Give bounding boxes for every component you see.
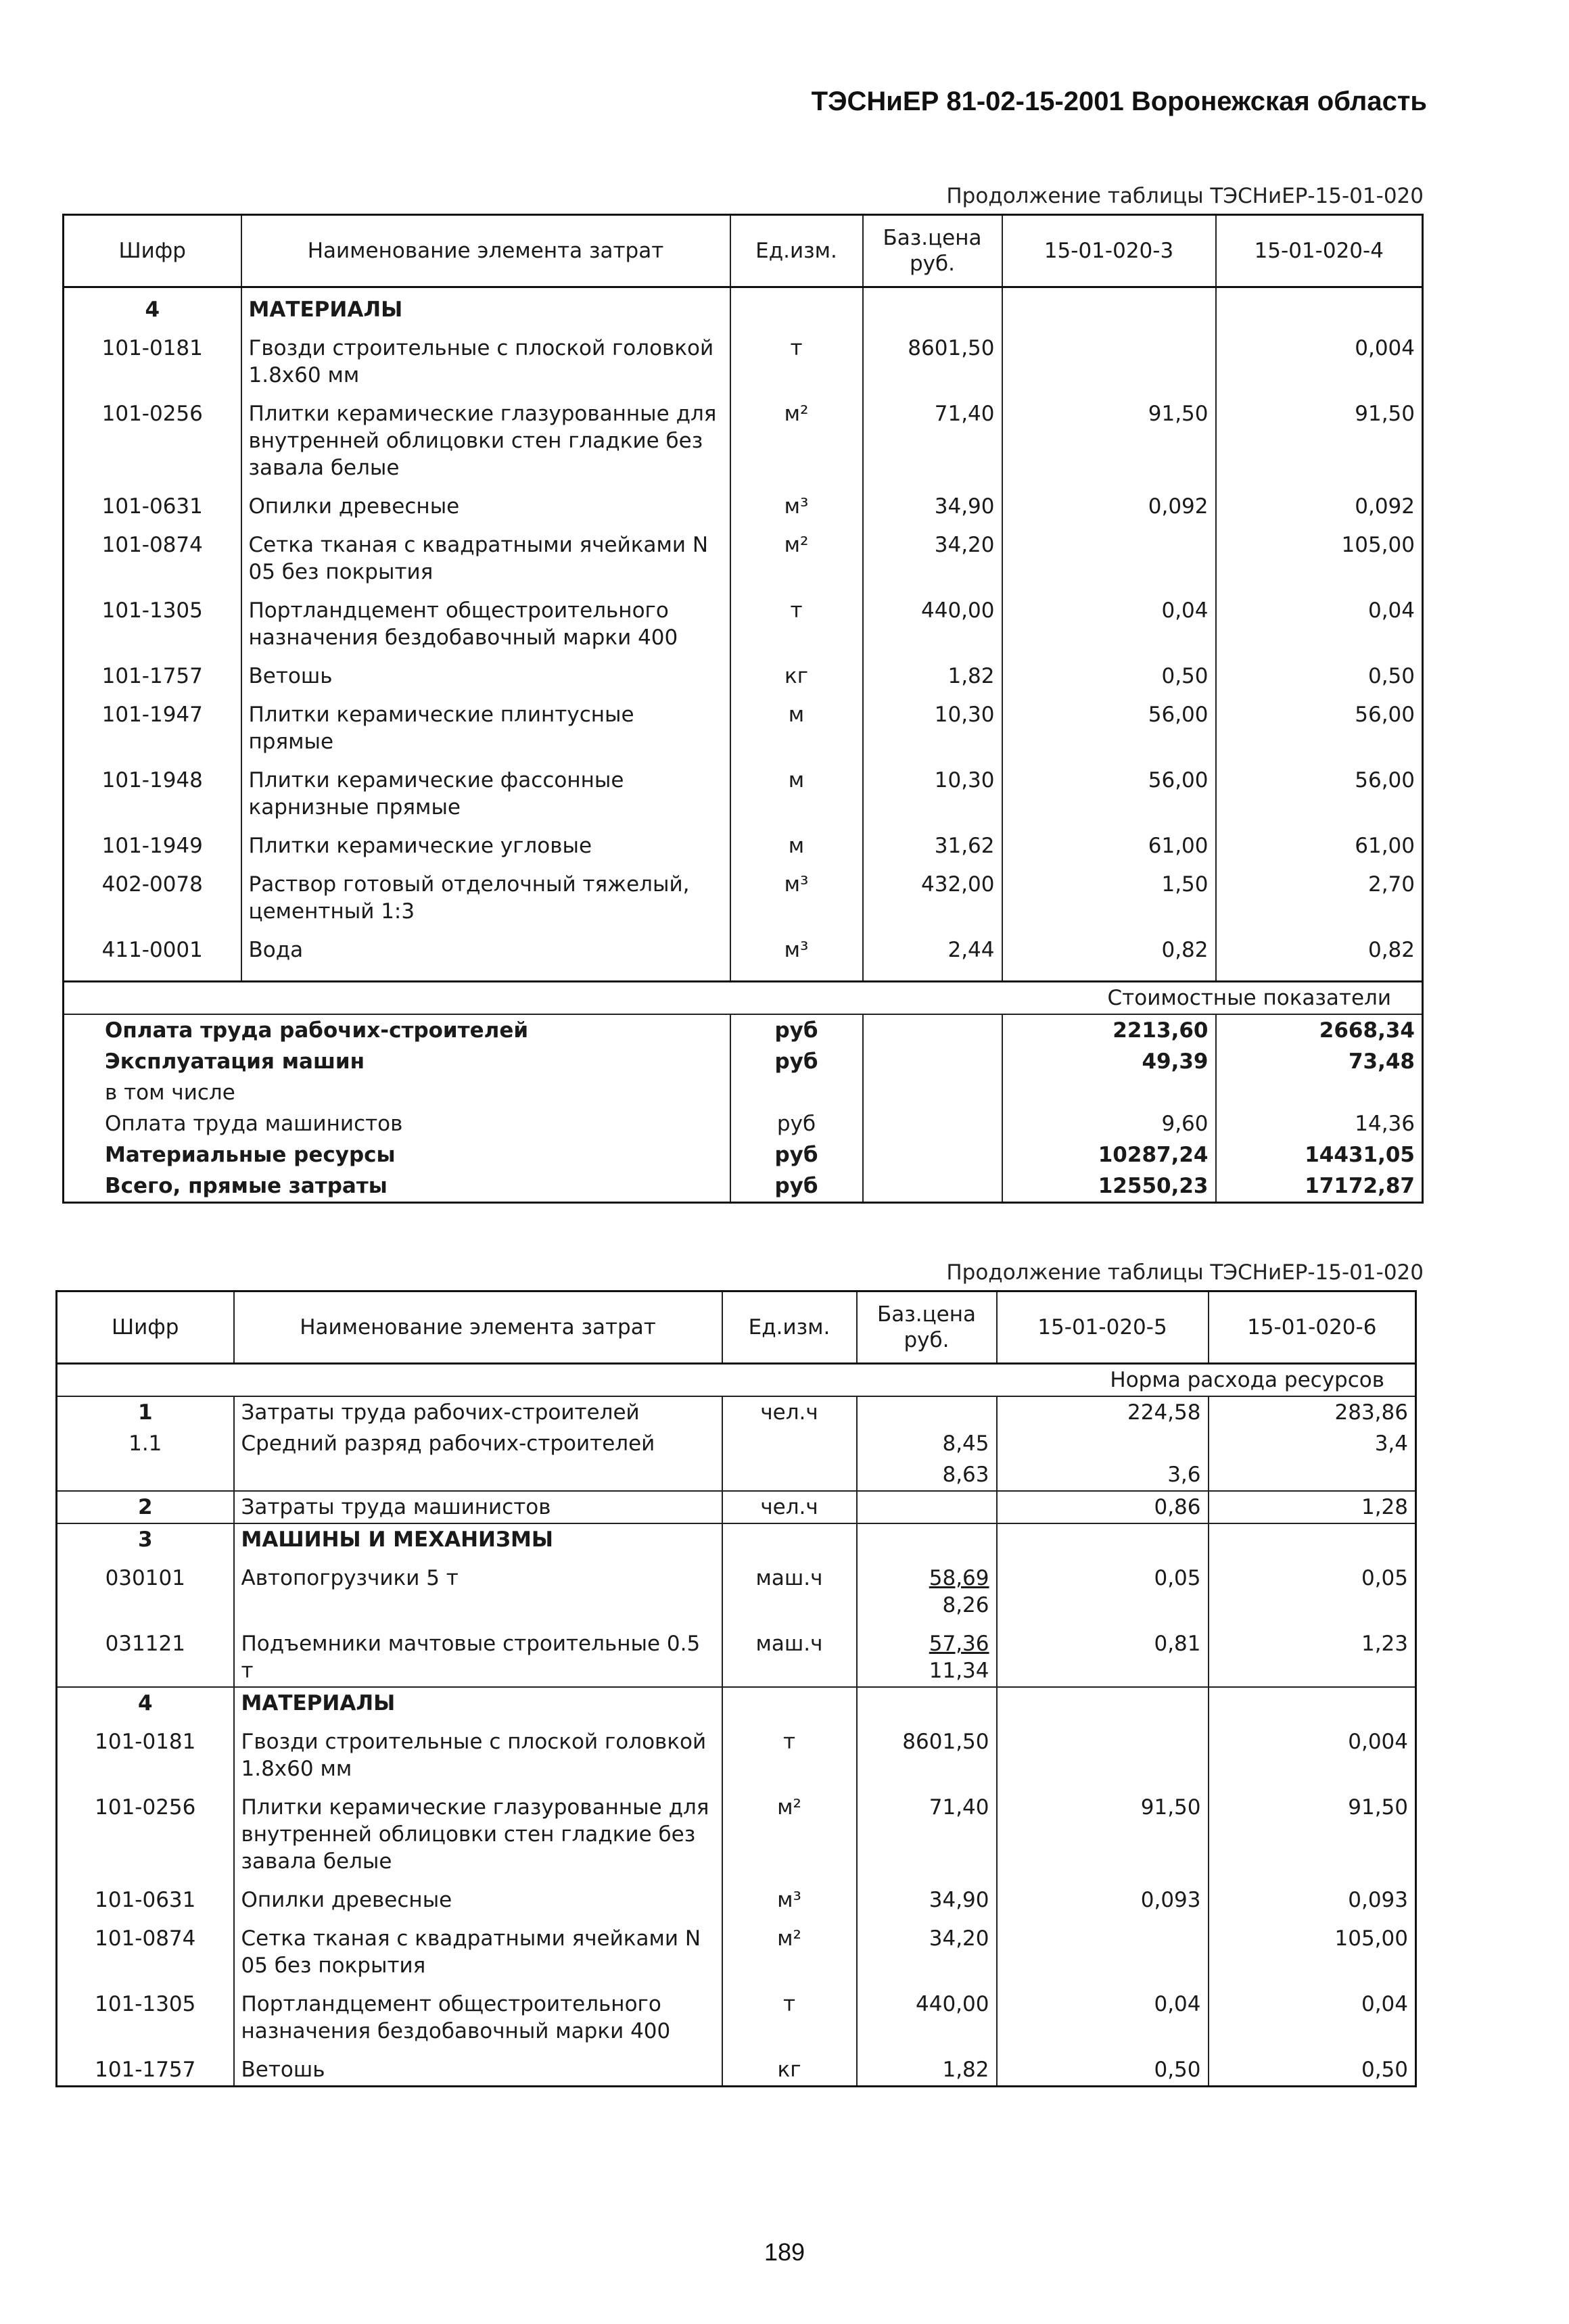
summary-value	[1216, 1077, 1423, 1108]
cell-value: 56,00	[1216, 692, 1423, 757]
cell-name: Сетка тканая с квадратными ячейками N 05 без покрытия	[241, 522, 730, 588]
table-row	[57, 1784, 1416, 1877]
cell-value: 0,092	[1002, 483, 1216, 522]
machine-row	[57, 1555, 1416, 1621]
summary-row	[64, 1170, 1423, 1203]
page-number: 189	[764, 2238, 805, 2266]
spacer-cell	[64, 966, 241, 982]
machine-price: 57,36	[929, 1632, 989, 1656]
cell-unit: кг	[722, 2047, 857, 2087]
cell-unit	[722, 1459, 857, 1491]
cell-code: 101-0874	[64, 522, 241, 588]
cell-value: 0,05	[997, 1555, 1209, 1621]
summary-value: 14,36	[1216, 1108, 1423, 1139]
resource-table-1	[62, 214, 1424, 1204]
section-row	[64, 287, 1423, 326]
summary-label: Материальные ресурсы	[64, 1139, 730, 1170]
cell-name	[234, 1459, 722, 1491]
cell-value: 0,04	[1216, 588, 1423, 653]
summary-value: 2668,34	[1216, 1014, 1423, 1046]
table-row	[64, 757, 1423, 823]
cell-value: 0,86	[997, 1491, 1209, 1523]
cell-value: 0,82	[1216, 927, 1423, 966]
section-row	[57, 1523, 1416, 1555]
cell-code: 101-1947	[64, 692, 241, 757]
cell-value	[1002, 522, 1216, 588]
table-row	[64, 692, 1423, 757]
cell-code: 101-0181	[64, 325, 241, 391]
cell-name: Плитки керамические плинтусные прямые	[241, 692, 730, 757]
table-row	[57, 1916, 1416, 1981]
summary-value: 73,48	[1216, 1046, 1423, 1077]
cell-value: 0,50	[1209, 2047, 1416, 2087]
document-header: ТЭСНиЕР 81-02-15-2001 Воронежская область	[811, 87, 1427, 116]
cell-value: 0,04	[1002, 588, 1216, 653]
cell-name: Подъемники мачтовые строительные 0.5 т	[234, 1621, 722, 1687]
cell-value: 3,4	[1209, 1428, 1416, 1459]
cell-price: 10,30	[863, 757, 1002, 823]
table-row	[64, 823, 1423, 861]
summary-value: 17172,87	[1216, 1170, 1423, 1203]
summary-value: 10287,24	[1002, 1139, 1216, 1170]
cell-value: 56,00	[1002, 692, 1216, 757]
band-row	[57, 1364, 1416, 1397]
cell-value: 1,50	[1002, 861, 1216, 927]
summary-label: Оплата труда рабочих-строителей	[64, 1014, 730, 1046]
cell-value: 91,50	[1216, 391, 1423, 483]
summary-value: 12550,23	[1002, 1170, 1216, 1203]
cell-value: 56,00	[1216, 757, 1423, 823]
cell-unit: м²	[722, 1916, 857, 1981]
spacer-cell	[241, 966, 730, 982]
summary-unit: руб	[730, 1108, 863, 1139]
cell-code: 411-0001	[64, 927, 241, 966]
spacer-cell	[863, 966, 1002, 982]
empty-cell	[857, 1687, 997, 1719]
cell-code: 1.1	[57, 1428, 234, 1459]
summary-unit: руб	[730, 1139, 863, 1170]
cell-code: 101-1305	[57, 1981, 234, 2047]
cell-name: Опилки древесные	[241, 483, 730, 522]
summary-empty	[863, 1046, 1002, 1077]
empty-cell	[1209, 1687, 1416, 1719]
cell-name: Ветошь	[234, 2047, 722, 2087]
table-row	[64, 325, 1423, 391]
cell-name: Ветошь	[241, 653, 730, 692]
empty-cell	[857, 1523, 997, 1555]
cell-value: 0,82	[1002, 927, 1216, 966]
cell-code: 101-1305	[64, 588, 241, 653]
cell-price: 34,90	[863, 483, 1002, 522]
summary-value: 9,60	[1002, 1108, 1216, 1139]
cell-price: 8,63	[857, 1459, 997, 1491]
cell-value: 105,00	[1216, 522, 1423, 588]
spacer-cell	[1216, 966, 1423, 982]
cell-name: Средний разряд рабочих-строителей	[234, 1428, 722, 1459]
cell-value: 0,05	[1209, 1555, 1416, 1621]
header-name: Наименование элемента затрат	[234, 1291, 722, 1364]
summary-unit: руб	[730, 1014, 863, 1046]
cell-code: 101-0631	[64, 483, 241, 522]
cell-price: 34,90	[857, 1877, 997, 1916]
cell-price: 34,20	[863, 522, 1002, 588]
cell-code: 031121	[57, 1621, 234, 1687]
header-col-5: 15-01-020-5	[997, 1291, 1209, 1364]
cell-value: 0,04	[997, 1981, 1209, 2047]
summary-empty	[863, 1139, 1002, 1170]
empty-cell	[722, 1687, 857, 1719]
cell-value: 3,6	[997, 1459, 1209, 1491]
band-label: Стоимостные показатели	[64, 982, 1423, 1015]
table2-header-row	[57, 1291, 1416, 1364]
header-col-4: 15-01-020-4	[1216, 215, 1423, 287]
cell-value: 0,004	[1209, 1719, 1416, 1784]
cell-price	[857, 1491, 997, 1523]
cell-name: Автопогрузчики 5 т	[234, 1555, 722, 1621]
cell-price: 440,00	[857, 1981, 997, 2047]
header-unit: Ед.изм.	[722, 1291, 857, 1364]
cell-unit: т	[722, 1719, 857, 1784]
cell-value	[997, 1428, 1209, 1459]
header-price: Баз.цена руб.	[857, 1291, 997, 1364]
cell-code	[57, 1459, 234, 1491]
table-row	[64, 861, 1423, 927]
table1-header-row	[64, 215, 1423, 287]
cell-value: 61,00	[1216, 823, 1423, 861]
cell-name: Плитки керамические глазурованные для внутренней облицовки стен гладкие без завала белые	[241, 391, 730, 483]
spacer-row	[64, 966, 1423, 982]
table-row	[57, 1719, 1416, 1784]
empty-cell	[997, 1687, 1209, 1719]
table2-caption: Продолжение таблицы ТЭСНиЕР-15-01-020	[946, 1260, 1424, 1285]
table-row	[57, 1981, 1416, 2047]
cell-price: 31,62	[863, 823, 1002, 861]
cell-code: 101-1757	[57, 2047, 234, 2087]
cell-unit: м³	[730, 861, 863, 927]
summary-label: Оплата труда машинистов	[64, 1108, 730, 1139]
cell-price: 2,44	[863, 927, 1002, 966]
cell-value: 0,093	[1209, 1877, 1416, 1916]
labor-row	[57, 1491, 1416, 1523]
cell-unit: м³	[730, 927, 863, 966]
table-row	[64, 391, 1423, 483]
cell-price: 71,40	[863, 391, 1002, 483]
header-col-3: 15-01-020-3	[1002, 215, 1216, 287]
table-row	[64, 653, 1423, 692]
cell-value: 56,00	[1002, 757, 1216, 823]
table-row	[64, 927, 1423, 966]
cell-name: Раствор готовый отделочный тяжелый, цементный 1:3	[241, 861, 730, 927]
machine-operator-price: 11,34	[929, 1659, 989, 1683]
summary-value	[1002, 1077, 1216, 1108]
machine-operator-price: 8,26	[942, 1593, 989, 1617]
header-code: Шифр	[57, 1291, 234, 1364]
cell-value: 0,81	[997, 1621, 1209, 1687]
spacer-cell	[1002, 966, 1216, 982]
cell-price	[857, 1621, 997, 1687]
cell-code: 101-1949	[64, 823, 241, 861]
cell-unit: т	[730, 325, 863, 391]
spacer-cell	[730, 966, 863, 982]
empty-cell	[722, 1523, 857, 1555]
section-title: МАТЕРИАЛЫ	[241, 287, 730, 326]
summary-empty	[863, 1108, 1002, 1139]
empty-cell	[997, 1523, 1209, 1555]
resource-table-2	[55, 1290, 1417, 2087]
table-row	[64, 483, 1423, 522]
table-row	[64, 522, 1423, 588]
cell-value: 0,004	[1216, 325, 1423, 391]
summary-value: 14431,05	[1216, 1139, 1423, 1170]
cell-value: 105,00	[1209, 1916, 1416, 1981]
table1-caption: Продолжение таблицы ТЭСНиЕР-15-01-020	[946, 184, 1424, 208]
cell-name: Вода	[241, 927, 730, 966]
cell-name: Затраты труда машинистов	[234, 1491, 722, 1523]
section-title: МАТЕРИАЛЫ	[234, 1687, 722, 1719]
cell-unit: чел.ч	[722, 1491, 857, 1523]
cell-value: 91,50	[1002, 391, 1216, 483]
table-row	[64, 588, 1423, 653]
band-row	[64, 982, 1423, 1015]
labor-row	[57, 1459, 1416, 1491]
summary-value: 49,39	[1002, 1046, 1216, 1077]
summary-label: Всего, прямые затраты	[64, 1170, 730, 1203]
cell-code: 1	[57, 1396, 234, 1428]
cell-value	[997, 1719, 1209, 1784]
cell-unit: т	[730, 588, 863, 653]
cell-value: 1,28	[1209, 1491, 1416, 1523]
cell-unit: т	[722, 1981, 857, 2047]
summary-row	[64, 1046, 1423, 1077]
cell-price: 71,40	[857, 1784, 997, 1877]
summary-row	[64, 1014, 1423, 1046]
cell-unit: маш.ч	[722, 1621, 857, 1687]
cell-price: 34,20	[857, 1916, 997, 1981]
summary-unit: руб	[730, 1170, 863, 1203]
summary-empty	[863, 1170, 1002, 1203]
cell-unit: м³	[730, 483, 863, 522]
cell-code: 402-0078	[64, 861, 241, 927]
cell-value: 1,23	[1209, 1621, 1416, 1687]
summary-empty	[863, 1077, 1002, 1108]
cell-unit: м	[730, 692, 863, 757]
cell-value: 0,50	[997, 2047, 1209, 2087]
machine-row	[57, 1621, 1416, 1687]
cell-name: Гвозди строительные с плоской головкой 1.8х60 мм	[234, 1719, 722, 1784]
cell-value: 2,70	[1216, 861, 1423, 927]
summary-row	[64, 1077, 1423, 1108]
cell-value	[1002, 325, 1216, 391]
cell-value: 91,50	[1209, 1784, 1416, 1877]
cell-price: 8601,50	[857, 1719, 997, 1784]
summary-label: в том числе	[64, 1077, 730, 1108]
cell-name: Плитки керамические глазурованные для внутренней облицовки стен гладкие без завала белые	[234, 1784, 722, 1877]
cell-name: Гвозди строительные с плоской головкой 1.8х60 мм	[241, 325, 730, 391]
cell-code: 101-1757	[64, 653, 241, 692]
cell-price: 440,00	[863, 588, 1002, 653]
cell-price: 8,45	[857, 1428, 997, 1459]
cell-value: 0,50	[1002, 653, 1216, 692]
cell-name: Сетка тканая с квадратными ячейками N 05 без покрытия	[234, 1916, 722, 1981]
header-name: Наименование элемента затрат	[241, 215, 730, 287]
cell-code: 2	[57, 1491, 234, 1523]
cell-value: 61,00	[1002, 823, 1216, 861]
labor-row	[57, 1396, 1416, 1428]
cell-code: 101-0631	[57, 1877, 234, 1916]
cell-name: Затраты труда рабочих-строителей	[234, 1396, 722, 1428]
cell-unit: маш.ч	[722, 1555, 857, 1621]
cell-price: 10,30	[863, 692, 1002, 757]
cell-code: 101-0256	[57, 1784, 234, 1877]
cell-name: Плитки керамические угловые	[241, 823, 730, 861]
summary-value: 2213,60	[1002, 1014, 1216, 1046]
cell-value	[1209, 1459, 1416, 1491]
cell-value: 91,50	[997, 1784, 1209, 1877]
cell-value: 0,093	[997, 1877, 1209, 1916]
section-number: 3	[57, 1523, 234, 1555]
cell-unit: м²	[722, 1784, 857, 1877]
cell-value: 0,092	[1216, 483, 1423, 522]
band-label: Норма расхода ресурсов	[57, 1364, 1416, 1397]
cell-price: 432,00	[863, 861, 1002, 927]
table-row	[57, 2047, 1416, 2087]
summary-label: Эксплуатация машин	[64, 1046, 730, 1077]
cell-price	[857, 1555, 997, 1621]
section-number: 4	[57, 1687, 234, 1719]
machine-price: 58,69	[929, 1566, 989, 1590]
cell-price: 1,82	[863, 653, 1002, 692]
cell-price: 8601,50	[863, 325, 1002, 391]
cell-name: Плитки керамические фассонные карнизные прямые	[241, 757, 730, 823]
cell-price	[857, 1396, 997, 1428]
cell-code: 101-1948	[64, 757, 241, 823]
cell-name: Портландцемент общестроительного назначения бездобавочный марки 400	[241, 588, 730, 653]
cell-code: 101-0874	[57, 1916, 234, 1981]
cell-code: 101-0181	[57, 1719, 234, 1784]
summary-row	[64, 1139, 1423, 1170]
cell-price: 1,82	[857, 2047, 997, 2087]
table-row	[57, 1877, 1416, 1916]
cell-value: 0,04	[1209, 1981, 1416, 2047]
cell-unit: м³	[722, 1877, 857, 1916]
summary-unit: руб	[730, 1046, 863, 1077]
cell-value: 0,50	[1216, 653, 1423, 692]
cell-name: Портландцемент общестроительного назначения бездобавочный марки 400	[234, 1981, 722, 2047]
cell-code: 030101	[57, 1555, 234, 1621]
summary-row	[64, 1108, 1423, 1139]
cell-value: 224,58	[997, 1396, 1209, 1428]
cell-name: Опилки древесные	[234, 1877, 722, 1916]
section-row	[57, 1687, 1416, 1719]
cell-unit: м²	[730, 391, 863, 483]
cell-code: 101-0256	[64, 391, 241, 483]
cell-value: 283,86	[1209, 1396, 1416, 1428]
cell-unit: м²	[730, 522, 863, 588]
header-price: Баз.цена руб.	[863, 215, 1002, 287]
header-col-6: 15-01-020-6	[1209, 1291, 1416, 1364]
summary-empty	[863, 1014, 1002, 1046]
cell-unit: м	[730, 823, 863, 861]
cell-unit: чел.ч	[722, 1396, 857, 1428]
header-unit: Ед.изм.	[730, 215, 863, 287]
cell-value	[997, 1916, 1209, 1981]
section-title: МАШИНЫ И МЕХАНИЗМЫ	[234, 1523, 722, 1555]
section-number: 4	[64, 287, 241, 326]
cell-unit	[722, 1428, 857, 1459]
cell-unit: кг	[730, 653, 863, 692]
cell-unit: м	[730, 757, 863, 823]
header-code: Шифр	[64, 215, 241, 287]
labor-row	[57, 1428, 1416, 1459]
empty-cell	[1209, 1523, 1416, 1555]
summary-unit	[730, 1077, 863, 1108]
